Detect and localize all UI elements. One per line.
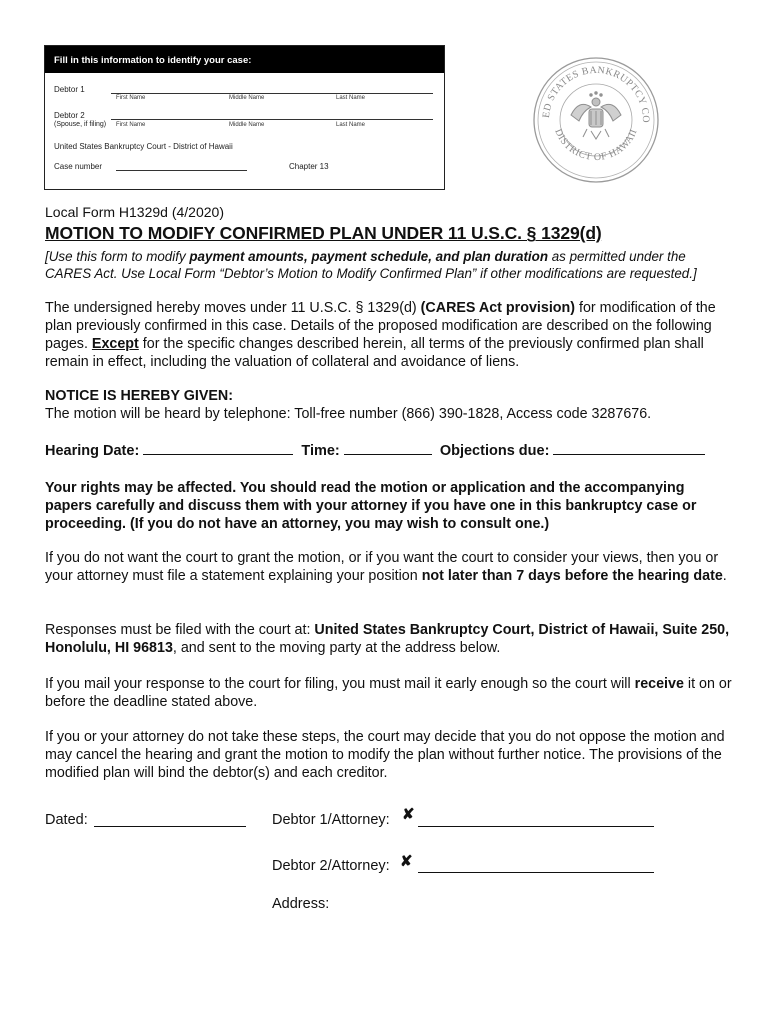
rights-warning: Your rights may be affected. You should read the motion or application and the accompanying papers carefully and discuss them with your attorney if you have one in this bankruptcy case or proceeding. (If you do not have an attorney, you may wish to consult one.) (45, 480, 697, 532)
except-emphasis: Except (91, 336, 139, 352)
debtor1-first-name-caption: First Name (116, 95, 146, 101)
case-number-label: Case number (54, 162, 103, 171)
para2-text: Responses must be filed with the court at: (45, 622, 315, 638)
receive-emphasis: receive (634, 676, 684, 692)
hearing-time-field[interactable] (344, 441, 432, 455)
notice-telephone-line: The motion will be heard by telephone: Toll-free number (866) 390-1828, Access code 3287676. (45, 406, 652, 422)
address-label: Address: (272, 896, 330, 912)
form-title: MOTION TO MODIFY CONFIRMED PLAN UNDER 11 U.S.C. § 1329(d) (45, 223, 602, 243)
objections-due-label: Objections due: (439, 443, 550, 459)
motion-paragraph (45, 299, 735, 371)
debtor2-first-name-caption: First Name (116, 122, 146, 128)
debtor2-signature-field[interactable] (418, 872, 654, 873)
case-info-box (44, 45, 445, 190)
debtor2-sublabel: (Spouse, if filing) (54, 121, 107, 128)
case-number-field[interactable] (116, 170, 247, 171)
hearing-date-label: Hearing Date: (45, 443, 140, 459)
debtor1-last-name-caption: Last Name (336, 95, 366, 101)
form-instruction (45, 248, 725, 282)
debtor2-attorney-label: Debtor 2/Attorney: (272, 858, 390, 874)
signature-x-icon: ✘ (402, 806, 415, 823)
motion-text-2: for modification of the plan previously confirmed in this case. Details of the proposed modification are described on the following pages. (45, 300, 716, 352)
motion-text-3: for the specific changes described herein, all terms of the previously confirmed plan shall remain in effect, including the valuation of collateral and avoidance of liens. (45, 336, 704, 370)
debtor1-middle-name-caption: Middle Name (229, 95, 265, 101)
form-id: Local Form H1329d (4/2020) (45, 204, 224, 220)
instructions-paragraph-3 (45, 675, 735, 711)
signature-x-icon: ✘ (400, 853, 413, 870)
time-label: Time: (301, 443, 340, 459)
svg-text:DISTRICT OF HAWAII (552, 127, 639, 163)
debtor1-label: Debtor 1 (54, 85, 85, 94)
para3-text: If you mail your response to the court for filing, you must mail it early enough so the court will (45, 676, 635, 692)
court-seal-image (531, 55, 661, 185)
eagle-icon (571, 92, 621, 139)
hearing-row (45, 441, 705, 459)
chapter-label: Chapter 13 (289, 162, 329, 171)
seal-bottom-text: DISTRICT OF HAWAII (552, 127, 640, 164)
court-name: United States Bankruptcy Court - District of Hawaii (54, 142, 233, 151)
debtor2-last-name-caption: Last Name (336, 122, 366, 128)
para3-end: it on or before the deadline stated above. (45, 676, 732, 710)
instructions-paragraph-4: If you or your attorney do not take these steps, the court may decide that you do not oppose the motion and may cancel the hearing and grant the motion to modify the plan without further notice. The provisions of the modified plan will bind the debtor(s) and each creditor. (45, 729, 725, 781)
instruction-text-end: as permitted under the CARES Act. Use Local Form “Debtor’s Motion to Modify Confirmed Plan” if other modifications are requested.] (45, 249, 697, 281)
para2-end: , and sent to the moving party at the address below. (172, 640, 501, 656)
dated-field[interactable] (94, 826, 246, 827)
dated-label: Dated: (45, 812, 88, 828)
instructions-paragraph-1 (45, 549, 735, 585)
debtor1-signature-field[interactable] (418, 826, 654, 827)
instruction-text: [Use this form to modify (45, 249, 190, 264)
cares-act-emphasis: (CARES Act provision) (420, 300, 576, 316)
deadline-emphasis: not later than 7 days before the hearing date (421, 568, 723, 584)
para1-text: If you do not want the court to grant the motion, or if you want the court to consider your views, then you or your attorney must file a statement explaining your position (45, 550, 719, 584)
debtor1-attorney-label: Debtor 1/Attorney: (272, 812, 390, 828)
debtor1-name-field[interactable] (111, 93, 433, 94)
notice-heading: NOTICE IS HEREBY GIVEN: (45, 388, 234, 404)
debtor2-name-field[interactable] (111, 119, 433, 120)
instructions-paragraph-2 (45, 621, 735, 657)
seal-top-text: ED STATES BANKRUPTCY CO (540, 64, 652, 124)
debtor2-label: Debtor 2 (54, 111, 85, 120)
case-box-header: Fill in this information to identify your case: (45, 46, 444, 73)
instruction-emphasis: payment amounts, payment schedule, and plan duration (189, 249, 549, 264)
objections-due-field[interactable] (553, 441, 705, 455)
motion-text-1: The undersigned hereby moves under 11 U.S.C. § 1329(d) (45, 300, 421, 316)
para1-end: . (722, 568, 727, 584)
debtor2-middle-name-caption: Middle Name (229, 122, 265, 128)
court-address-emphasis: United States Bankruptcy Court, District of Hawaii, Suite 250, Honolulu, HI 96813 (45, 622, 730, 656)
hearing-date-field[interactable] (143, 441, 293, 455)
